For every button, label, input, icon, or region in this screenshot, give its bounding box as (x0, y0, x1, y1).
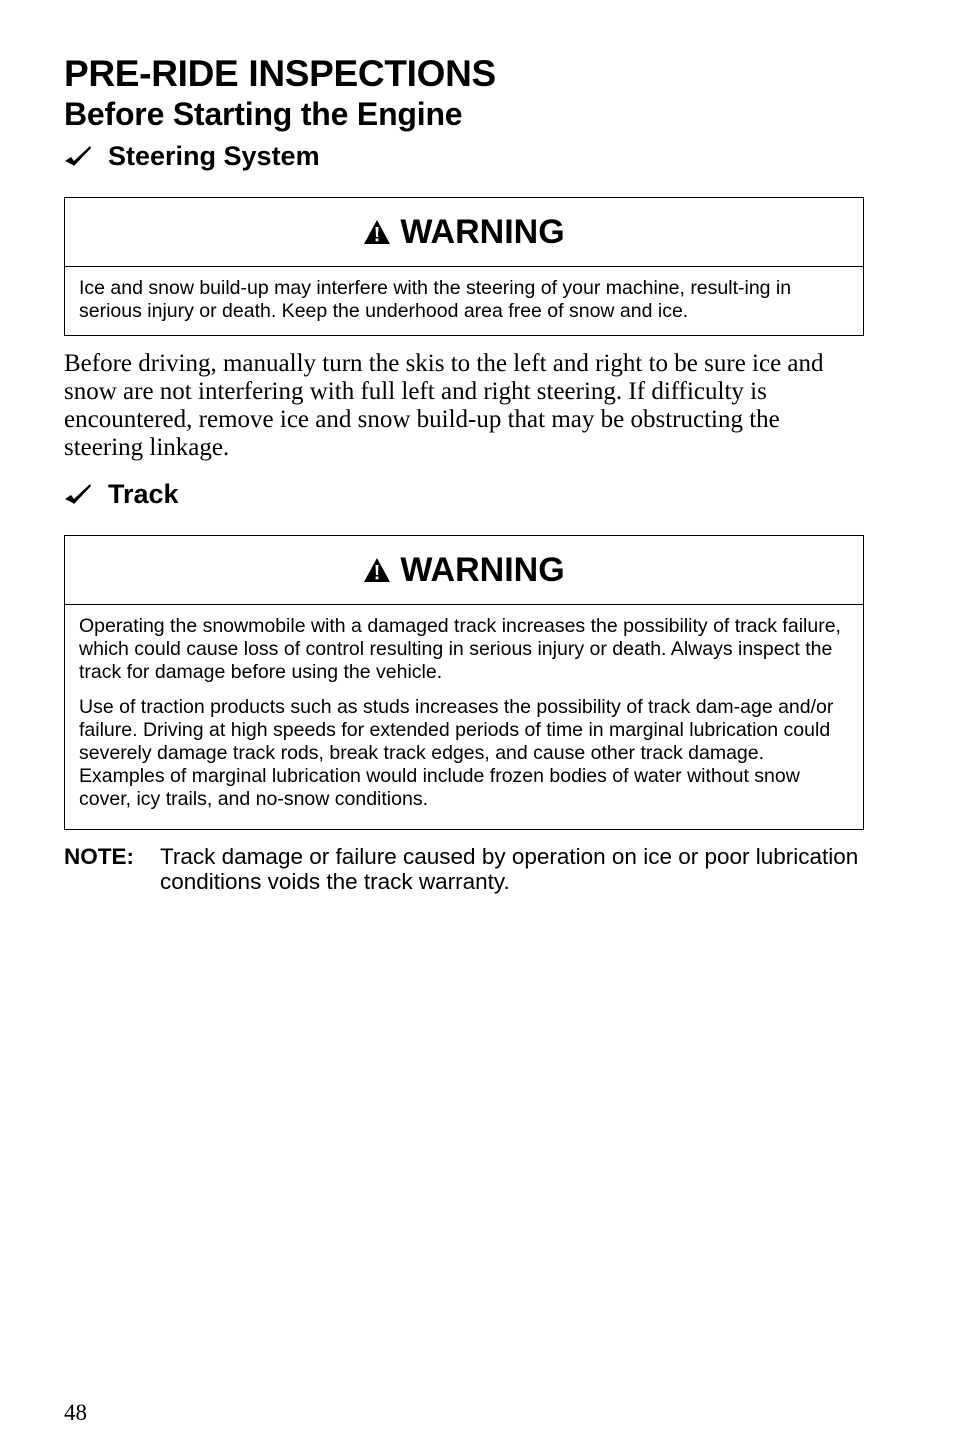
warning-text (65, 267, 863, 335)
note (64, 844, 864, 894)
body-paragraph-steering: Before driving, manually turn the skis to the left and right to be sure ice and snow are not interfering with full left and right steering. If difficulty is encountered, remove ice and snow build-up that may be obstructing the steering linkage. (64, 350, 824, 461)
note-text: Track damage or failure caused by operation on ice or poor lubrication conditions voids the track warranty. (160, 844, 859, 894)
warning-paragraph: Operating the snowmobile with a damaged track increases the possibility of track failure, which could cause loss of control resulting in serious injury or death. Always inspect the track for damage before using the vehicle. (79, 615, 841, 683)
warning-box-steering (64, 197, 864, 336)
section-heading-label: Track (108, 479, 179, 509)
note-label: NOTE: (64, 844, 134, 869)
check-mark-icon (64, 144, 92, 168)
warning-header (65, 536, 863, 605)
page-subtitle: Before Starting the Engine (64, 96, 463, 132)
page-number: 48 (64, 1400, 87, 1425)
page-title: PRE-RIDE INSPECTIONS (64, 53, 496, 94)
manual-page (64, 54, 864, 894)
warning-label: WARNING (400, 551, 565, 589)
warning-triangle-icon (363, 219, 391, 245)
section-heading-steering (64, 140, 864, 172)
warning-text (65, 605, 863, 829)
warning-label: WARNING (400, 213, 565, 251)
section-heading-label: Steering System (108, 141, 320, 171)
check-mark-icon (64, 482, 92, 506)
warning-triangle-icon (363, 557, 391, 583)
warning-box-track (64, 535, 864, 830)
section-heading-track (64, 478, 864, 510)
warning-header (65, 198, 863, 267)
warning-paragraph: Ice and snow build-up may interfere with the steering of your machine, result-ing in serious injury or death. Keep the underhood area free of snow and ice. (79, 277, 792, 322)
warning-paragraph: Use of traction products such as studs increases the possibility of track dam-age and/or failure. Driving at high speeds for extended periods of time in marginal lubrication could severely damage track rods, break track edges, and cause other track damage. Examples of marginal lubrication would include frozen bodies of water without snow cover, icy trails, and no-snow conditions. (79, 696, 834, 810)
